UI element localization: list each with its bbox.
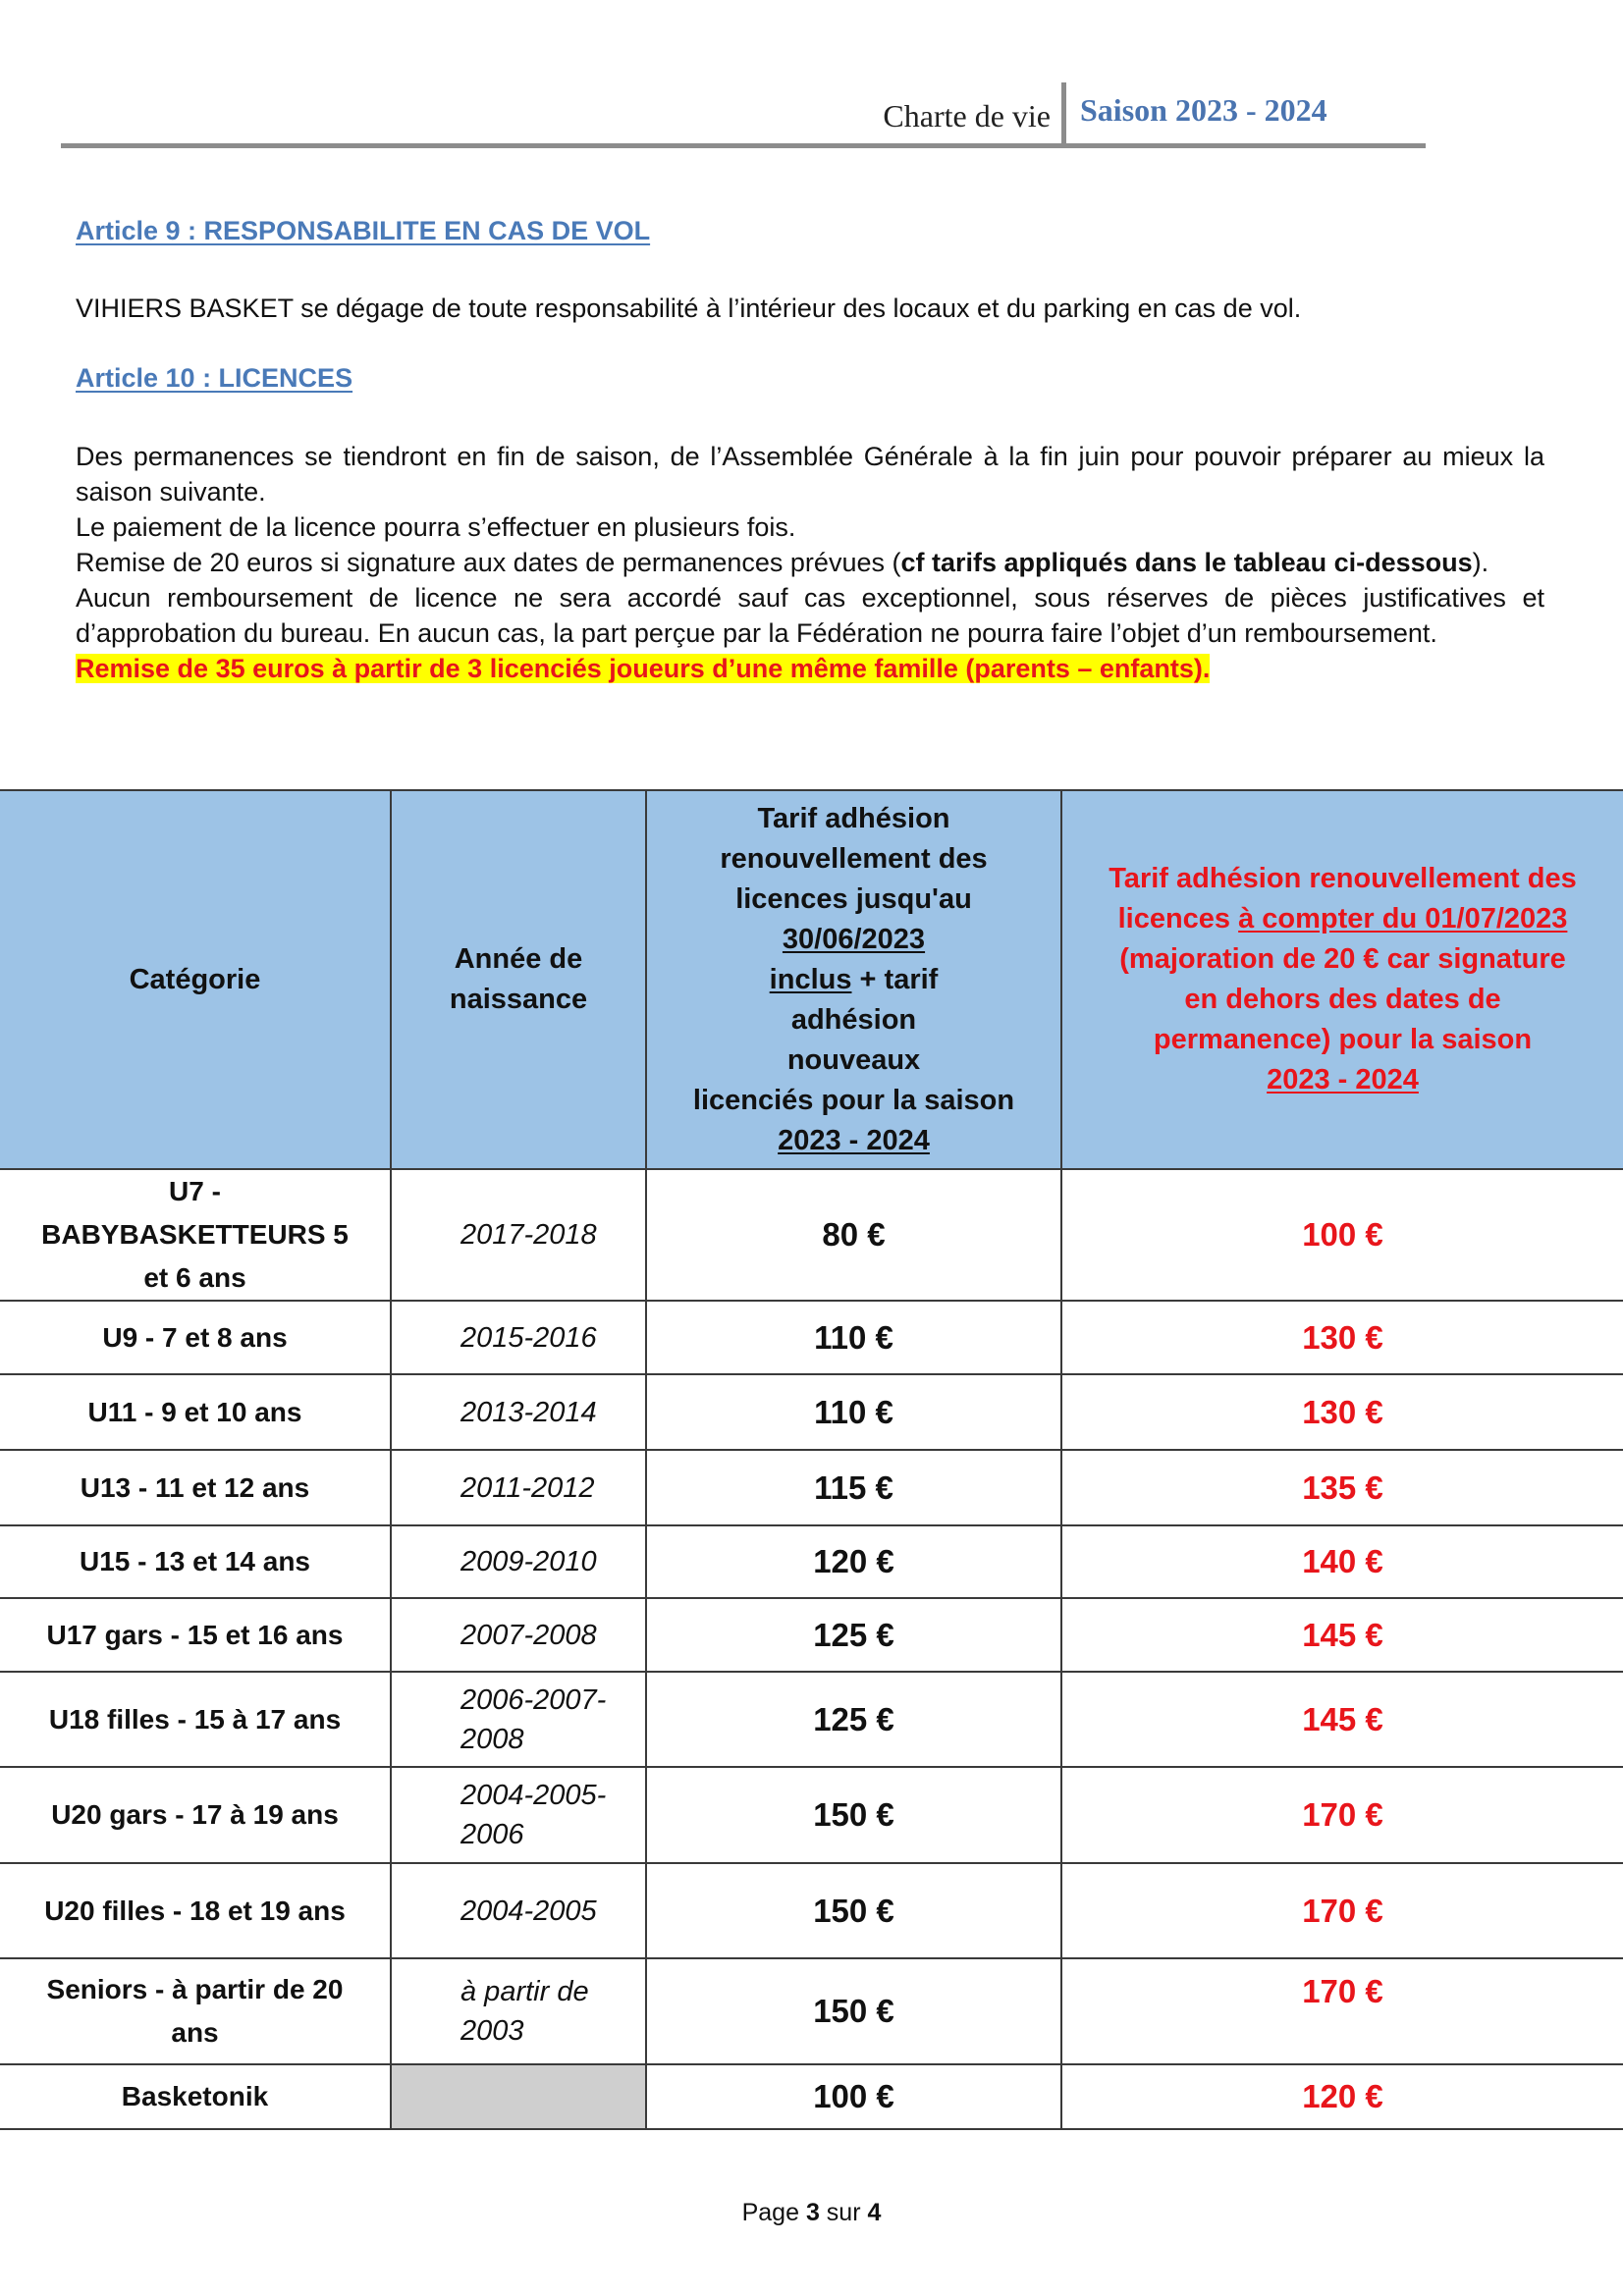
cell-categorie: U13 - 11 et 12 ans — [0, 1450, 391, 1525]
cell-tarif-avant: 110 € — [646, 1374, 1061, 1450]
header-rule — [61, 143, 1426, 148]
table-row — [0, 1672, 1623, 1767]
cell-tarif-avant: 115 € — [646, 1450, 1061, 1525]
tarif-avant-line: nouveaux — [786, 1043, 921, 1076]
cell-annee: à partir de 2003 — [391, 1958, 646, 2064]
tarif-avant-season: 2023 - 2024 — [778, 1124, 930, 1156]
cell-tarif-apres: 130 € — [1061, 1301, 1623, 1374]
tarif-apres-season: 2023 - 2024 — [1267, 1064, 1419, 1095]
cell-tarif-avant: 150 € — [646, 1863, 1061, 1958]
footer-page-label: Page — [741, 2199, 799, 2226]
header-annee: Année de naissance — [391, 790, 646, 1169]
cell-annee: 2011-2012 — [391, 1450, 646, 1525]
cell-categorie: U17 gars - 15 et 16 ans — [0, 1598, 391, 1672]
cell-categorie: U9 - 7 et 8 ans — [0, 1301, 391, 1374]
table-row — [0, 1374, 1623, 1450]
cell-tarif-apres: 135 € — [1061, 1450, 1623, 1525]
cell-tarif-avant: 125 € — [646, 1672, 1061, 1767]
cell-tarif-avant: 100 € — [646, 2064, 1061, 2129]
footer-page-total: 4 — [867, 2199, 882, 2226]
remise-20-start: Remise de 20 euros si signature aux dates de permanences prévues ( — [76, 548, 901, 577]
header-document-title: Charte de vie — [883, 98, 1051, 133]
table-row — [0, 1598, 1623, 1672]
tarif-avant-line: Tarif adhésion — [757, 802, 950, 834]
cell-tarif-avant: 120 € — [646, 1525, 1061, 1598]
table-row — [0, 1958, 1623, 2064]
header-tarif-avant — [646, 790, 1061, 1169]
table-row — [0, 2064, 1623, 2129]
cell-annee: 2015-2016 — [391, 1301, 646, 1374]
cell-tarif-apres: 140 € — [1061, 1525, 1623, 1598]
cell-tarif-apres: 170 € — [1061, 1958, 1623, 2064]
tarif-avant-date: 30/06/2023 — [782, 923, 926, 955]
tarif-apres-line2 — [1062, 899, 1623, 939]
tarif-avant-line: renouvellement des — [720, 842, 988, 875]
table-row — [0, 1301, 1623, 1374]
article-10-remboursement: Aucun remboursement de licence ne sera accordé sauf cas exceptionnel, sous réserves de pièces justificatives et d’approbation du bureau. En aucun cas, la part perçue par la Fédération ne pourra faire l’objet d’un remboursement. — [76, 583, 1544, 648]
cell-annee: 2017-2018 — [391, 1169, 646, 1301]
cell-annee: 2006-2007-2008 — [391, 1672, 646, 1767]
tarif-apres-line: permanence) pour la saison — [1153, 1024, 1533, 1055]
cell-categorie: U20 gars - 17 à 19 ans — [0, 1767, 391, 1863]
tarif-apres-line: Tarif adhésion renouvellement des — [1109, 863, 1577, 894]
article-10-body — [76, 439, 1544, 686]
tarif-avant-line: adhésion — [790, 1003, 917, 1036]
header-separator — [1061, 82, 1066, 145]
cell-tarif-apres: 145 € — [1061, 1598, 1623, 1672]
article-10-remise-20 — [76, 545, 1544, 580]
tarif-apres-licences: licences — [1117, 903, 1239, 934]
cell-categorie: U15 - 13 et 14 ans — [0, 1525, 391, 1598]
remise-20-end: ). — [1472, 548, 1489, 577]
cell-annee: 2013-2014 — [391, 1374, 646, 1450]
tarif-avant-plus: + tarif — [851, 963, 939, 995]
cell-tarif-apres: 145 € — [1061, 1672, 1623, 1767]
remise-35-highlight: Remise de 35 euros à partir de 3 licenciés joueurs d’une même famille (parents – enfants). — [76, 654, 1211, 683]
header-tarif-apres — [1061, 790, 1623, 1169]
tarif-avant-inclus: inclus — [769, 963, 852, 995]
cell-tarif-avant: 150 € — [646, 1767, 1061, 1863]
table-row — [0, 1525, 1623, 1598]
header-categorie: Catégorie — [0, 790, 391, 1169]
tarif-apres-line: (majoration de 20 € car signature — [1119, 943, 1566, 975]
cell-tarif-apres: 100 € — [1061, 1169, 1623, 1301]
cell-tarif-avant: 110 € — [646, 1301, 1061, 1374]
table-row — [0, 1169, 1623, 1301]
article-10-remise-35 — [76, 651, 1544, 686]
table-row — [0, 1863, 1623, 1958]
cell-categorie: U20 filles - 18 et 19 ans — [0, 1863, 391, 1958]
table-header-row — [0, 790, 1623, 1169]
cell-categorie: U18 filles - 15 à 17 ans — [0, 1672, 391, 1767]
cell-tarif-apres: 120 € — [1061, 2064, 1623, 2129]
cell-tarif-avant: 80 € — [646, 1169, 1061, 1301]
cell-annee: 2009-2010 — [391, 1525, 646, 1598]
article-10-title: Article 10 : LICENCES — [76, 363, 353, 393]
cell-categorie: Seniors - à partir de 20 ans — [0, 1958, 391, 2064]
remise-20-bold: cf tarifs appliqués dans le tableau ci-dessous — [900, 548, 1473, 577]
cell-tarif-apres: 170 € — [1061, 1863, 1623, 1958]
cell-annee: 2004-2005 — [391, 1863, 646, 1958]
tarif-apres-date: à compter du 01/07/2023 — [1238, 903, 1568, 934]
cell-categorie: U11 - 9 et 10 ans — [0, 1374, 391, 1450]
article-9-title: Article 9 : RESPONSABILITE EN CAS DE VOL — [76, 216, 651, 245]
cell-categorie: U7 - BABYBASKETTEURS 5 et 6 ans — [0, 1169, 391, 1301]
article-10-permanences: Des permanences se tiendront en fin de saison, de l’Assemblée Générale à la fin juin pour pouvoir préparer au mieux la saison suivante. — [76, 442, 1544, 507]
cell-tarif-avant: 150 € — [646, 1958, 1061, 2064]
tarif-avant-inclus-line — [647, 960, 1060, 1000]
cell-tarif-avant: 125 € — [646, 1598, 1061, 1672]
table-row — [0, 1450, 1623, 1525]
article-9-text: VIHIERS BASKET se dégage de toute responsabilité à l’intérieur des locaux et du parking en cas de vol. — [76, 294, 1302, 323]
cell-tarif-apres: 130 € — [1061, 1374, 1623, 1450]
page-footer — [0, 2199, 1623, 2227]
tarif-avant-line: licences jusqu'au — [735, 882, 972, 915]
footer-of-label: sur — [826, 2199, 861, 2226]
tarif-apres-line: en dehors des dates de — [1184, 984, 1501, 1015]
cell-annee-empty — [391, 2064, 646, 2129]
tarifs-table — [0, 789, 1623, 2130]
tarif-avant-line: licenciés pour la saison — [692, 1084, 1015, 1116]
cell-tarif-apres: 170 € — [1061, 1767, 1623, 1863]
cell-categorie: Basketonik — [0, 2064, 391, 2129]
article-10-paiement: Le paiement de la licence pourra s’effectuer en plusieurs fois. — [76, 512, 796, 542]
footer-page-number: 3 — [805, 2199, 820, 2226]
cell-annee: 2007-2008 — [391, 1598, 646, 1672]
cell-annee: 2004-2005-2006 — [391, 1767, 646, 1863]
table-row — [0, 1767, 1623, 1863]
header-season: Saison 2023 - 2024 — [1080, 92, 1327, 128]
